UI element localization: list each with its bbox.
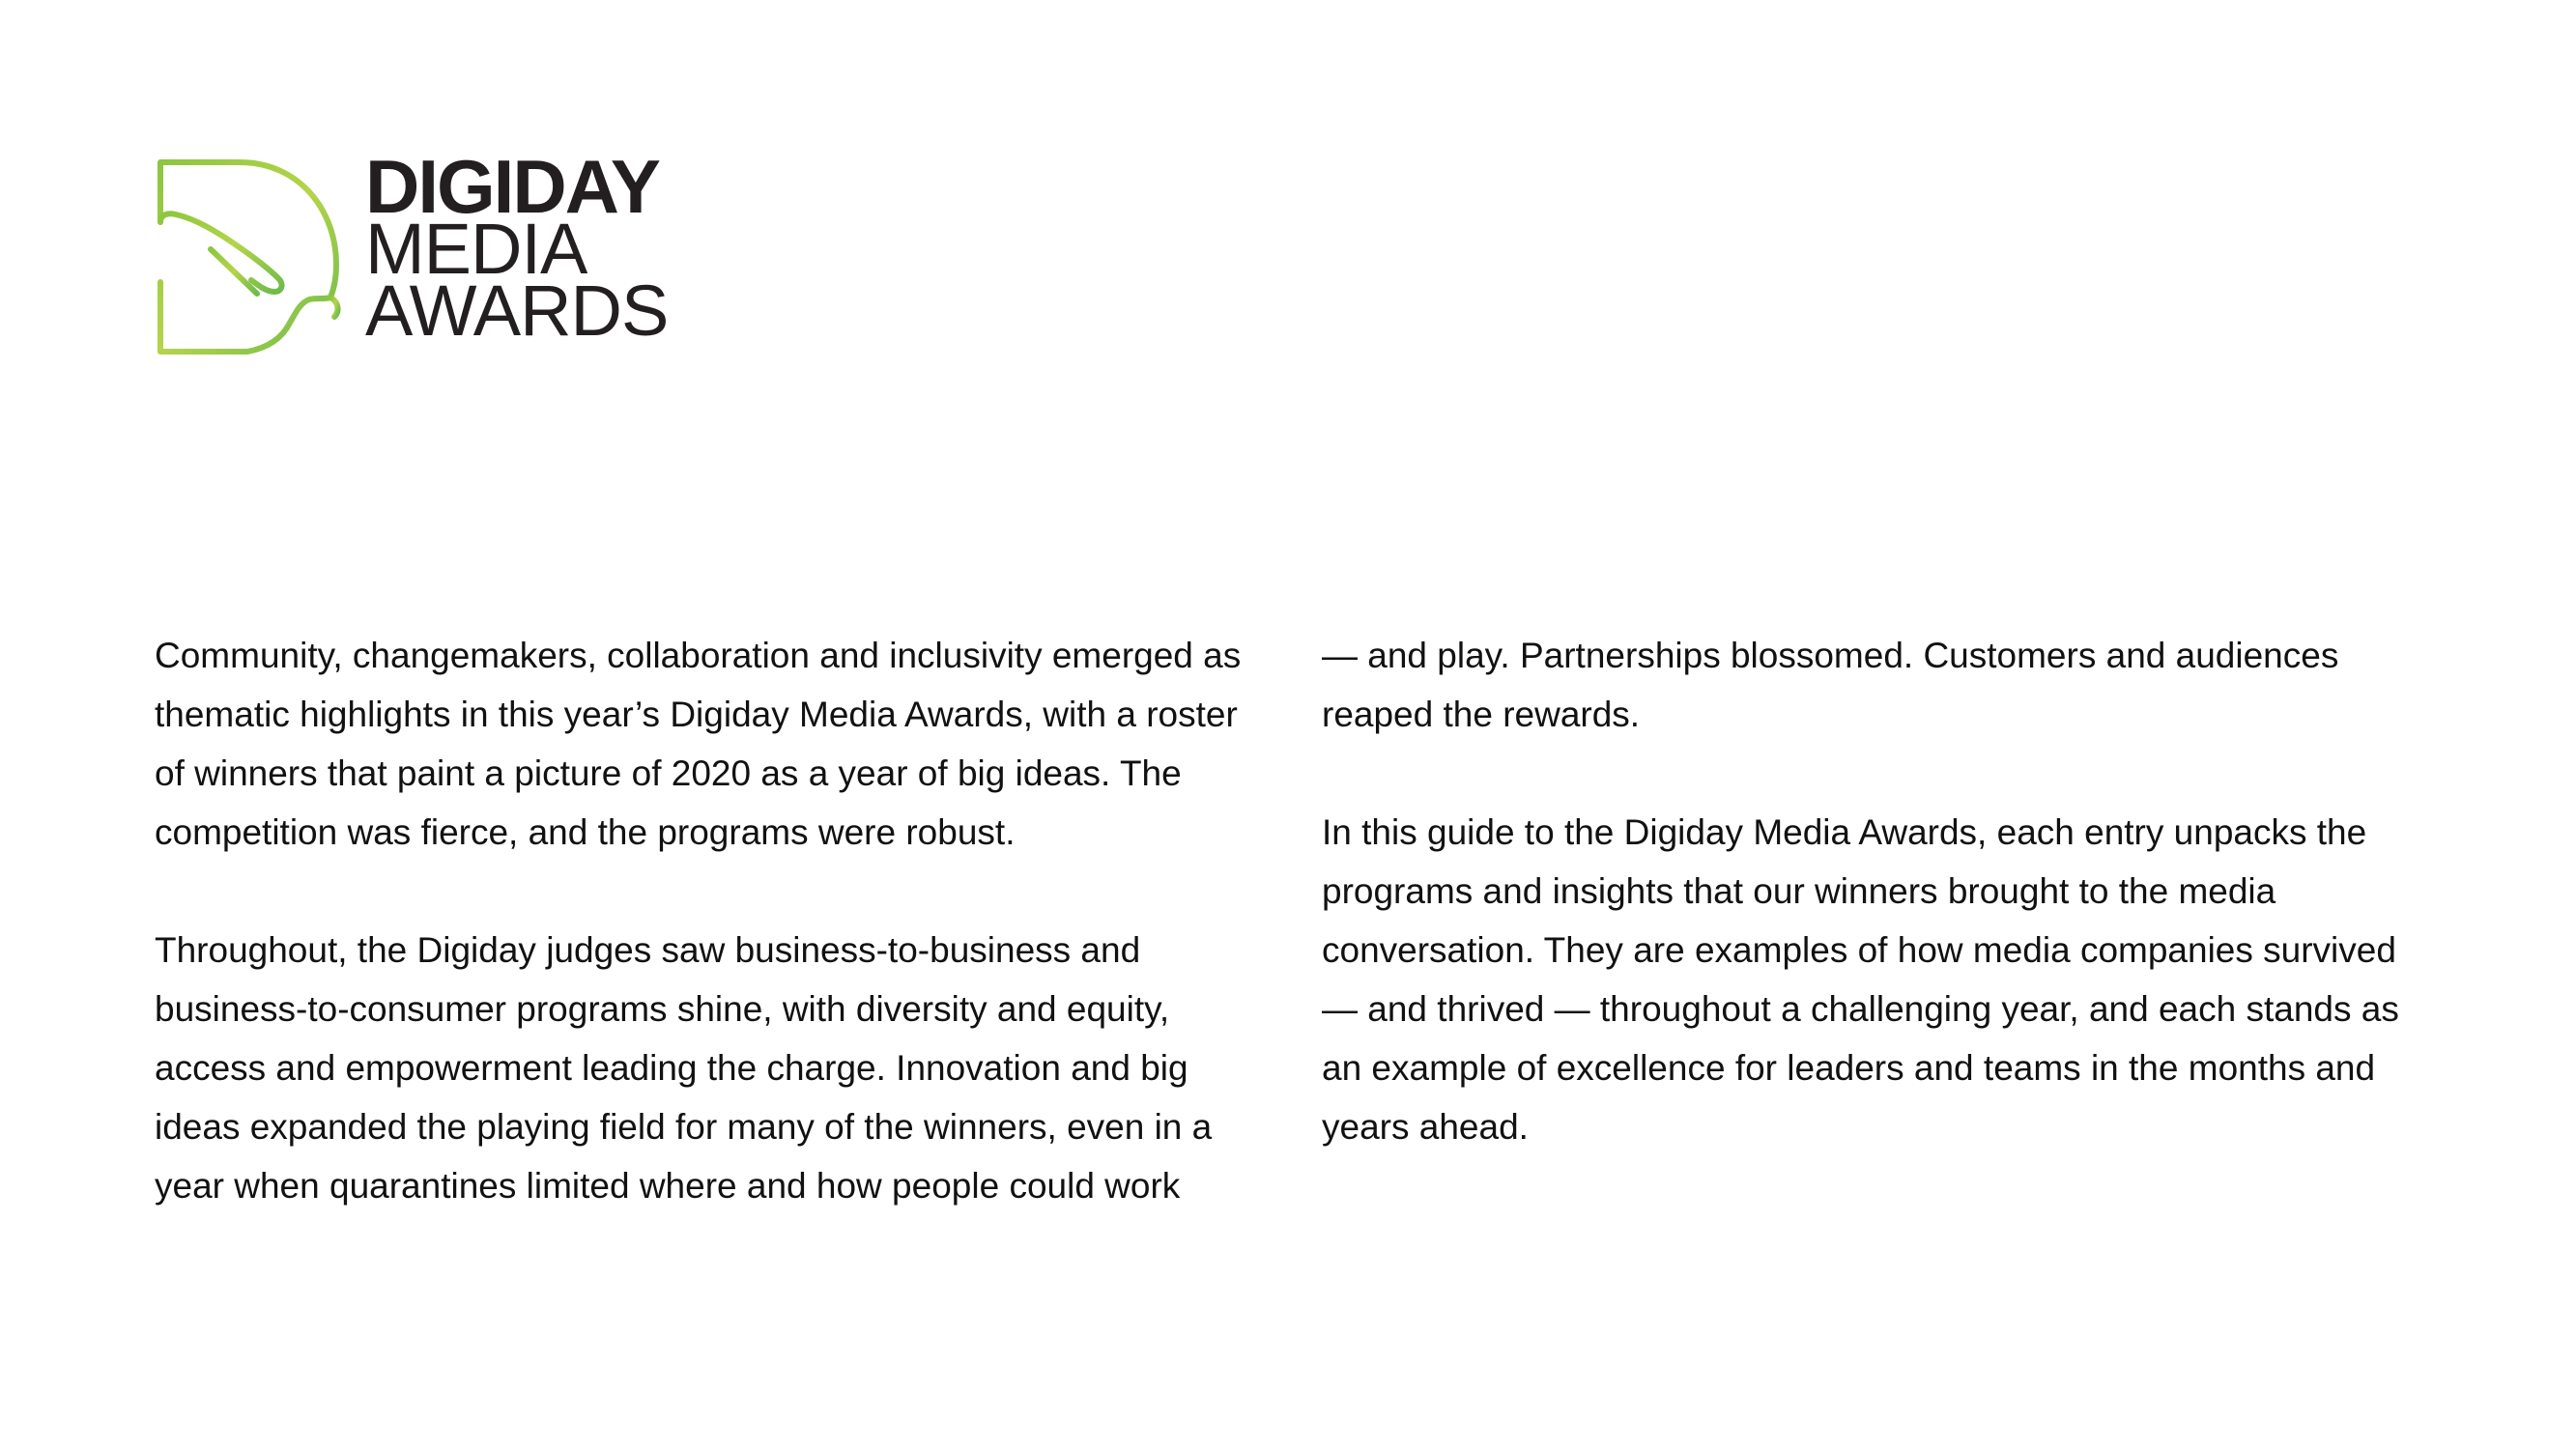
logo-word-awards: AWARDS <box>365 270 669 351</box>
digiday-d-hand-icon <box>155 156 348 359</box>
logo-word-media: MEDIA <box>365 209 587 289</box>
body-column-left <box>155 626 1256 1274</box>
logo-wordmark <box>365 144 669 351</box>
body-column-right <box>1322 626 2433 1215</box>
paragraph: Community, changemakers, collaboration and inclusivity emerged as thematic highlights in this year’s Digiday Media Awards, with a roster of winners that paint a picture of 2020 as a year of big ideas. The competition was fierce, and the programs were robust. <box>155 636 1242 852</box>
paragraph: — and play. Partnerships blossomed. Customers and audiences reaped the rewards. <box>1322 636 2339 734</box>
paragraph: Throughout, the Digiday judges saw business-to-business and business-to-consumer programs shine, with diversity and equity, access and empowerment leading the charge. Innovation and big ideas expanded the playing field for many of the winners, even in a year when quarantines limited where and how people could work <box>155 930 1213 1206</box>
paragraph: In this guide to the Digiday Media Awards, each entry unpacks the programs and insights that our winners brought to the media conversation. They are examples of how media companies survived — and thrived — throughout a challenging year, and each stands as an example of excellence for leaders and teams in the months and years ahead. <box>1322 812 2399 1147</box>
logo-word-digiday: DIGIDAY <box>365 144 659 229</box>
digiday-media-awards-logo <box>155 144 696 367</box>
